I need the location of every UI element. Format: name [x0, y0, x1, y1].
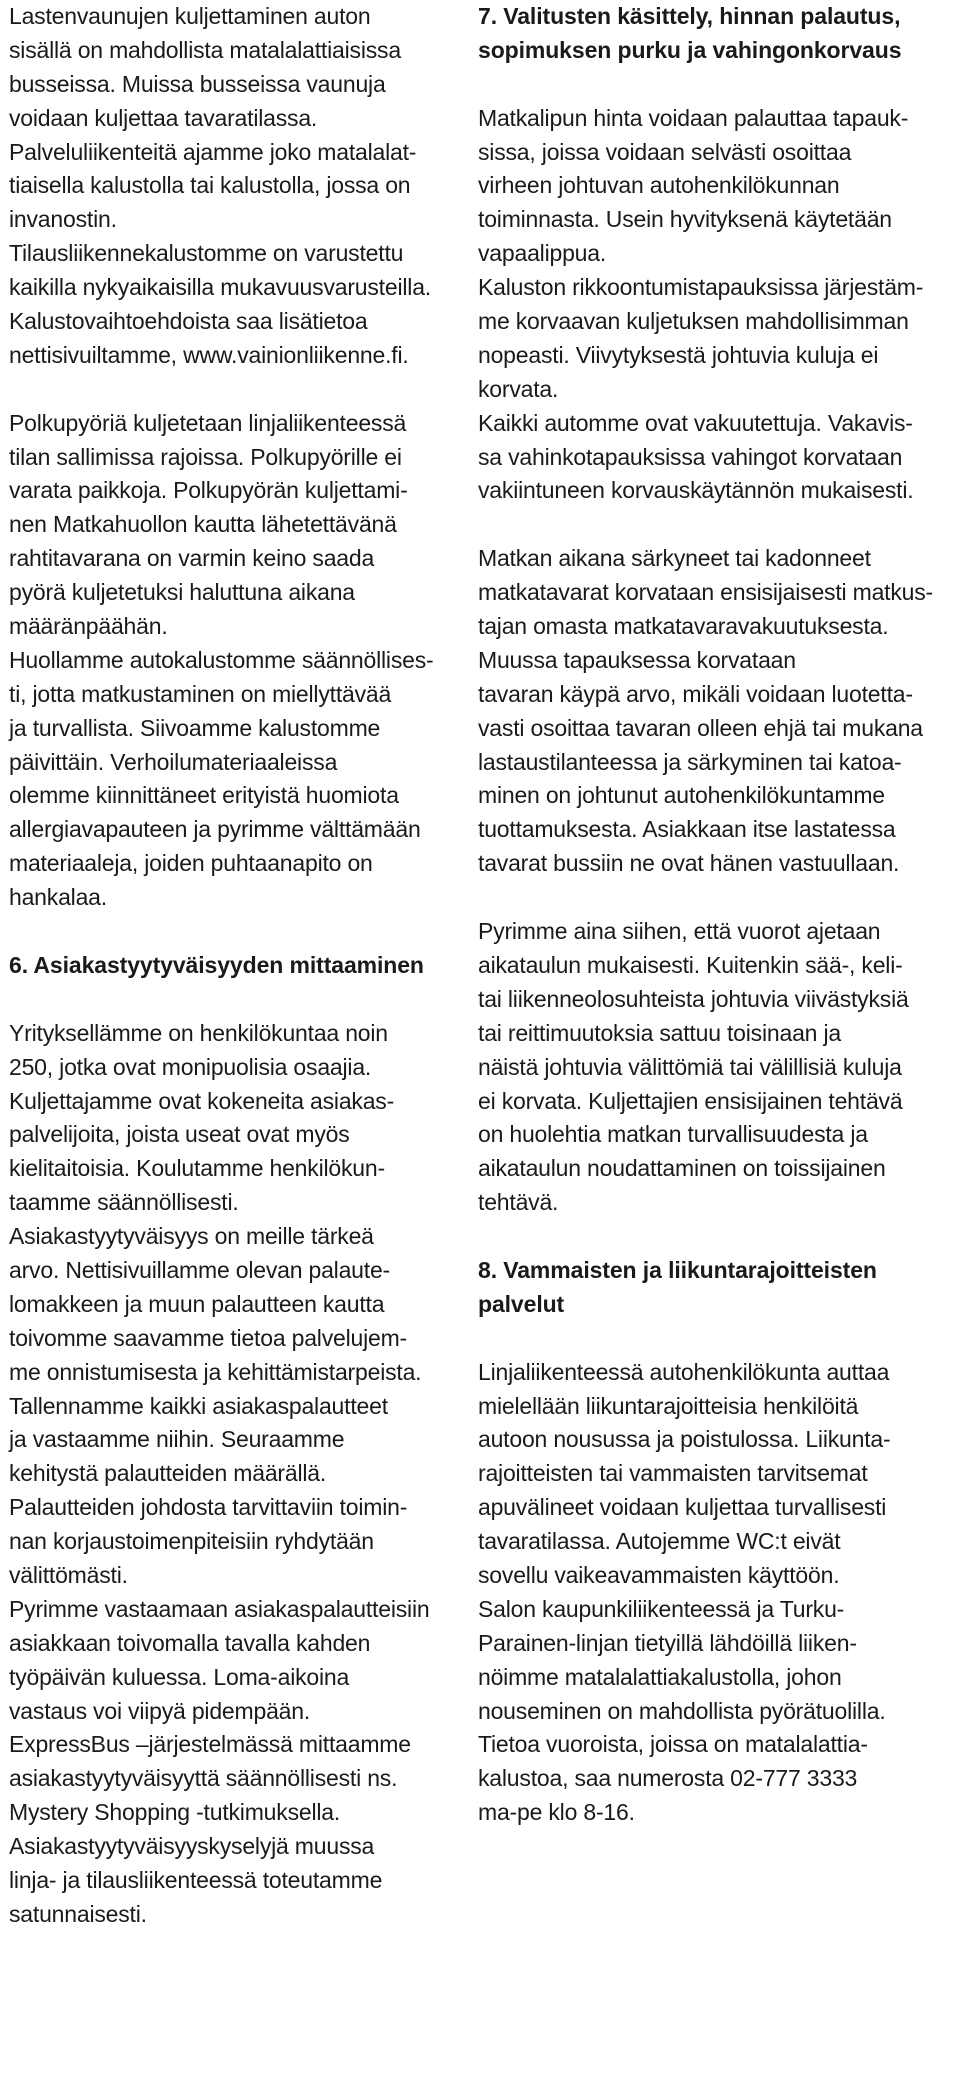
left-paragraph-vehicles — [9, 0, 470, 373]
text-line: Pyrimme vastaamaan asiakaspalautteisiin — [9, 1595, 430, 1622]
section-6-heading — [9, 949, 470, 983]
text-line: sovellu vaikeavammaisten käyttöön. — [478, 1561, 840, 1588]
text-line: tilan sallimissa rajoissa. Polkupyörille ei — [9, 443, 402, 470]
text-line: kalustoa, saa numerosta 02-777 3333 — [478, 1765, 858, 1792]
section-8-heading — [478, 1254, 960, 1322]
text-line: Pyrimme aina siihen, että vuorot ajetaan — [478, 918, 881, 945]
text-line: taamme säännöllisesti. — [9, 1189, 239, 1216]
text-line: me korvaavan kuljetuksen mahdollisimman — [478, 308, 909, 335]
text-line: välittömästi. — [9, 1561, 128, 1588]
text-line: on huolehtia matkan turvallisuudesta ja — [478, 1121, 868, 1148]
text-line: aikataulun mukaisesti. Kuitenkin sää-, keli- — [478, 951, 903, 978]
text-line: rahtitavarana on varmin keino saada — [9, 545, 375, 572]
right-paragraph-schedule — [478, 915, 960, 1220]
text-line: Mystery Shopping -tutkimuksella. — [9, 1799, 341, 1826]
text-line: arvo. Nettisivuillamme olevan palaute- — [9, 1256, 391, 1283]
text-line: palvelut — [478, 1290, 565, 1317]
text-line: nouseminen on mahdollista pyörätuolilla. — [478, 1697, 886, 1724]
text-line: Tietoa vuoroista, joissa on matalalattia- — [478, 1731, 868, 1758]
text-line: ei korvata. Kuljettajien ensisijainen tehtävä — [478, 1087, 903, 1114]
text-line: tavaratilassa. Autojemme WC:t eivät — [478, 1528, 841, 1555]
text-line: matkatavarat korvataan ensisijaisesti matkus- — [478, 579, 934, 606]
right-column — [478, 0, 960, 1830]
text-line: busseissa. Muissa busseissa vaunuja — [9, 70, 386, 97]
text-line: tiaisella kalustolla tai kalustolla, jossa on — [9, 172, 411, 199]
text-line: palvelijoita, joista useat ovat myös — [9, 1121, 350, 1148]
text-line: sa vahinkotapauksissa vahingot korvataan — [478, 443, 903, 470]
text-line: materiaaleja, joiden puhtaanapito on — [9, 850, 373, 877]
text-line: minen on johtunut autohenkilökuntamme — [478, 782, 885, 809]
text-line: 6. Asiakastyytyväisyyden mittaaminen — [9, 951, 424, 978]
text-line: rajoitteisten tai vammaisten tarvitsemat — [478, 1460, 868, 1487]
left-column — [0, 0, 470, 1932]
text-line: aikataulun noudattaminen on toissijainen — [478, 1155, 886, 1182]
text-line: päivittäin. Verhoilumateriaaleissa — [9, 748, 338, 775]
text-line: toiminnasta. Usein hyvityksenä käytetään — [478, 206, 892, 233]
text-line: Asiakastyytyväisyys on meille tärkeä — [9, 1223, 374, 1250]
text-line: 250, jotka ovat monipuolisia osaajia. — [9, 1053, 372, 1080]
text-line: Kalustovaihtoehdoista saa lisätietoa — [9, 308, 368, 335]
text-line: lomakkeen ja muun palautteen kautta — [9, 1290, 385, 1317]
spacer — [478, 1322, 960, 1356]
text-line: tajan omasta matkatavaravakuutuksesta. — [478, 613, 889, 640]
text-line: toivomme saavamme tietoa palvelujem- — [9, 1324, 408, 1351]
text-line: ja turvallista. Siivoamme kalustomme — [9, 714, 381, 741]
text-line: nen Matkahuollon kautta lähetettävänä — [9, 511, 397, 538]
text-line: määränpäähän. — [9, 613, 168, 640]
text-line: kaikilla nykyaikaisilla mukavuusvarusteilla. — [9, 274, 431, 301]
text-line: näistä johtuvia välittömiä tai välillisiä kuluja — [478, 1053, 902, 1080]
spacer — [478, 881, 960, 915]
text-line: virheen johtuvan autohenkilökunnan — [478, 172, 840, 199]
text-line: voidaan kuljettaa tavaratilassa. — [9, 104, 318, 131]
text-line: mielellään liikuntarajoitteisia henkilöitä — [478, 1392, 859, 1419]
text-line: Asiakastyytyväisyyskyselyjä muussa — [9, 1833, 375, 1860]
text-line: asiakastyytyväisyyttä säännöllisesti ns. — [9, 1765, 398, 1792]
text-line: tai liikenneolosuhteista johtuvia viivästyksiä — [478, 985, 909, 1012]
text-line: vastaus voi viipyä pidempään. — [9, 1697, 311, 1724]
text-line: ExpressBus –järjestelmässä mittaamme — [9, 1731, 411, 1758]
left-paragraph-customer-satisfaction — [9, 1017, 470, 1932]
text-line: Tilausliikennekalustomme on varustettu — [9, 240, 404, 267]
text-line: varata paikkoja. Polkupyörän kuljettami- — [9, 477, 408, 504]
spacer — [478, 1220, 960, 1254]
text-line: sopimuksen purku ja vahingonkorvaus — [478, 36, 902, 63]
text-line: kehitystä palautteiden määrällä. — [9, 1460, 327, 1487]
text-line: olemme kiinnittäneet erityistä huomiota — [9, 782, 399, 809]
text-line: ja vastaamme niihin. Seuraamme — [9, 1426, 345, 1453]
text-line: nopeasti. Viivytyksestä johtuvia kuluja ei — [478, 341, 879, 368]
text-line: tai reittimuutoksia sattuu toisinaan ja — [478, 1019, 841, 1046]
text-line: invanostin. — [9, 206, 117, 233]
text-line: pyörä kuljetetuksi haluttuna aikana — [9, 579, 355, 606]
section-7-heading — [478, 0, 960, 68]
text-line: korvata. — [478, 375, 559, 402]
text-line: tuottamuksesta. Asiakkaan itse lastatessa — [478, 816, 896, 843]
text-line: Palautteiden johdosta tarvittaviin toimin- — [9, 1494, 408, 1521]
text-line: Lastenvaunujen kuljettaminen auton — [9, 3, 371, 29]
spacer — [478, 68, 960, 102]
text-line: Tallennamme kaikki asiakaspalautteet — [9, 1392, 388, 1419]
text-line: autoon nousussa ja poistulossa. Liikunta- — [478, 1426, 891, 1453]
text-line: 7. Valitusten käsittely, hinnan palautus, — [478, 3, 901, 29]
text-line: sisällä on mahdollista matalalattiaisissa — [9, 36, 401, 63]
text-line: Kaikki automme ovat vakuutettuja. Vakavis- — [478, 409, 913, 436]
text-line: linja- ja tilausliikenteessä toteutamme — [9, 1866, 383, 1893]
text-line: Polkupyöriä kuljetetaan linjaliikenteessä — [9, 409, 407, 436]
text-line: Matkan aikana särkyneet tai kadonneet — [478, 545, 871, 572]
text-line: lastaustilanteessa ja särkyminen tai katoa- — [478, 748, 902, 775]
text-line: me onnistumisesta ja kehittämistarpeista. — [9, 1358, 422, 1385]
spacer — [478, 508, 960, 542]
spacer — [9, 373, 470, 407]
right-paragraph-refunds — [478, 102, 960, 509]
text-line: Kuljettajamme ovat kokeneita asiakas- — [9, 1087, 395, 1114]
text-line: vakiintuneen korvauskäytännön mukaisesti. — [478, 477, 914, 504]
text-line: kielitaitoisia. Koulutamme henkilökun- — [9, 1155, 385, 1182]
text-line: sissa, joissa voidaan selvästi osoittaa — [478, 138, 852, 165]
text-line: ma-pe klo 8-16. — [478, 1799, 635, 1826]
text-line: nan korjaustoimenpiteisiin ryhdytään — [9, 1528, 374, 1555]
text-line: Yrityksellämme on henkilökuntaa noin — [9, 1019, 388, 1046]
right-paragraph-accessibility — [478, 1356, 960, 1830]
text-line: nettisivuiltamme, www.vainionliikenne.fi. — [9, 341, 409, 368]
text-line: allergiavapauteen ja pyrimme välttämään — [9, 816, 421, 843]
text-line: työpäivän kuluessa. Loma-aikoina — [9, 1663, 350, 1690]
text-line: 8. Vammaisten ja liikuntarajoitteisten — [478, 1256, 877, 1283]
right-paragraph-luggage — [478, 542, 960, 881]
spacer — [9, 983, 470, 1017]
text-line: hankalaa. — [9, 884, 107, 911]
text-line: Huollamme autokalustomme säännöllises- — [9, 646, 434, 673]
text-line: Kaluston rikkoontumistapauksissa järjestäm- — [478, 274, 924, 301]
text-line: Linjaliikenteessä autohenkilökunta auttaa — [478, 1358, 890, 1385]
text-line: Salon kaupunkiliikenteessä ja Turku- — [478, 1595, 845, 1622]
text-line: tehtävä. — [478, 1189, 559, 1216]
text-line: Muussa tapauksessa korvataan — [478, 646, 796, 673]
text-line: apuvälineet voidaan kuljettaa turvallisesti — [478, 1494, 887, 1521]
text-line: asiakkaan toivomalla tavalla kahden — [9, 1629, 371, 1656]
text-line: tavarat bussiin ne ovat hänen vastuullaan. — [478, 850, 900, 877]
text-line: vapaalippua. — [478, 240, 607, 267]
left-paragraph-bicycles-maintenance — [9, 407, 470, 915]
text-line: satunnaisesti. — [9, 1900, 147, 1927]
text-line: nöimme matalalattiakalustolla, johon — [478, 1663, 842, 1690]
text-line: Matkalipun hinta voidaan palauttaa tapauk- — [478, 104, 909, 131]
text-line: vasti osoittaa tavaran olleen ehjä tai mukana — [478, 714, 923, 741]
spacer — [9, 915, 470, 949]
text-line: tavaran käypä arvo, mikäli voidaan luotetta- — [478, 680, 913, 707]
text-line: ti, jotta matkustaminen on miellyttävää — [9, 680, 392, 707]
text-line: Palveluliikenteitä ajamme joko matalalat- — [9, 138, 417, 165]
text-line: Parainen-linjan tietyillä lähdöillä liiken- — [478, 1629, 857, 1656]
